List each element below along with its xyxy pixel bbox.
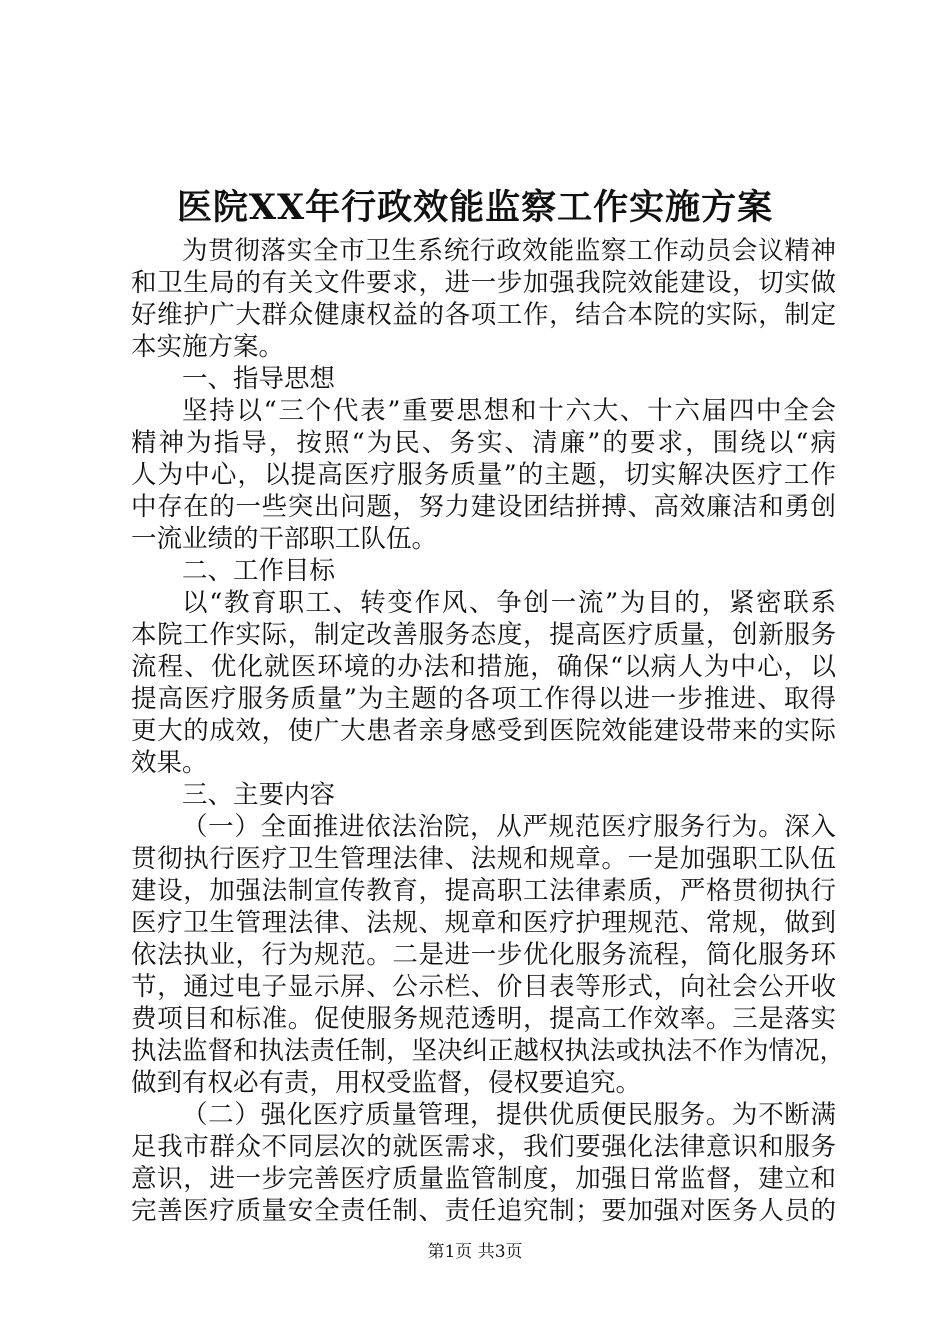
paragraph-line: 节，通过电子显示屏、公示栏、价目表等形式，向社会公开收 (131, 972, 836, 1002)
paragraph-line: 更大的成效，使广大患者亲身感受到医院效能建设带来的实际 (131, 716, 836, 746)
paragraph-line: 足我市群众不同层次的就医需求，我们要强化法律意识和服务 (131, 1132, 836, 1162)
paragraph-line: 为贯彻落实全市卫生系统行政效能监察工作动员会议精神 (182, 236, 836, 266)
paragraph-line: 好维护广大群众健康权益的各项工作，结合本院的实际，制定 (131, 300, 836, 330)
paragraph-line: 坚持以“三个代表”重要思想和十六大、十六届四中全会 (182, 396, 836, 426)
paragraph-line: 效果。 (131, 748, 208, 778)
paragraph-line: 完善医疗质量安全责任制、责任追究制；要加强对医务人员的 (131, 1196, 836, 1226)
section-heading: 三、主要内容 (182, 780, 336, 810)
paragraph-line: 一流业绩的干部职工队伍。 (131, 524, 438, 554)
paragraph-line: 人为中心，以提高医疗服务质量”的主题，切实解决医疗工作 (131, 460, 836, 490)
paragraph-line: 和卫生局的有关文件要求，进一步加强我院效能建设，切实做 (131, 268, 836, 298)
paragraph-line: 本实施方案。 (131, 332, 285, 362)
paragraph-line: （一）全面推进依法治院，从严规范医疗服务行为。深入 (182, 812, 836, 842)
paragraph-line: 依法执业，行为规范。二是进一步优化服务流程，简化服务环 (131, 940, 836, 970)
page-footer: 第1页 共3页 (427, 1242, 523, 1262)
paragraph-line: 执法监督和执法责任制，坚决纠正越权执法或执法不作为情况， (131, 1036, 846, 1066)
paragraph-line: 贯彻执行医疗卫生管理法律、法规和规章。一是加强职工队伍 (131, 844, 836, 874)
paragraph-line: 提高医疗服务质量”为主题的各项工作得以进一步推进、取得 (131, 684, 836, 714)
paragraph-line: 意识，进一步完善医疗质量监管制度，加强日常监督，建立和 (131, 1164, 836, 1194)
section-heading: 二、工作目标 (182, 556, 336, 586)
section-heading: 一、指导思想 (182, 364, 336, 394)
paragraph-line: 流程、优化就医环境的办法和措施，确保“以病人为中心，以 (131, 652, 836, 682)
document-title: 医院XX年行政效能监察工作实施方案 (176, 187, 774, 228)
paragraph-line: （二）强化医疗质量管理，提供优质便民服务。为不断满 (182, 1100, 836, 1130)
document-body (131, 235, 846, 1227)
paragraph-line: 以“教育职工、转变作风、争创一流”为目的，紧密联系 (182, 588, 836, 618)
paragraph-line: 本院工作实际，制定改善服务态度，提高医疗质量，创新服务 (131, 620, 836, 650)
paragraph-line: 费项目和标准。促使服务规范透明，提高工作效率。三是落实 (131, 1004, 836, 1034)
paragraph-line: 医疗卫生管理法律、法规、规章和医疗护理规范、常规，做到 (131, 908, 836, 938)
paragraph-line: 建设，加强法制宣传教育，提高职工法律素质，严格贯彻执行 (131, 876, 836, 906)
paragraph-line: 精神为指导，按照“为民、务实、清廉”的要求，围绕以“病 (131, 428, 836, 458)
paragraph-line: 做到有权必有责，用权受监督，侵权要追究。 (131, 1068, 642, 1098)
paragraph-line: 中存在的一些突出问题，努力建设团结拼搏、高效廉洁和勇创 (131, 492, 836, 522)
